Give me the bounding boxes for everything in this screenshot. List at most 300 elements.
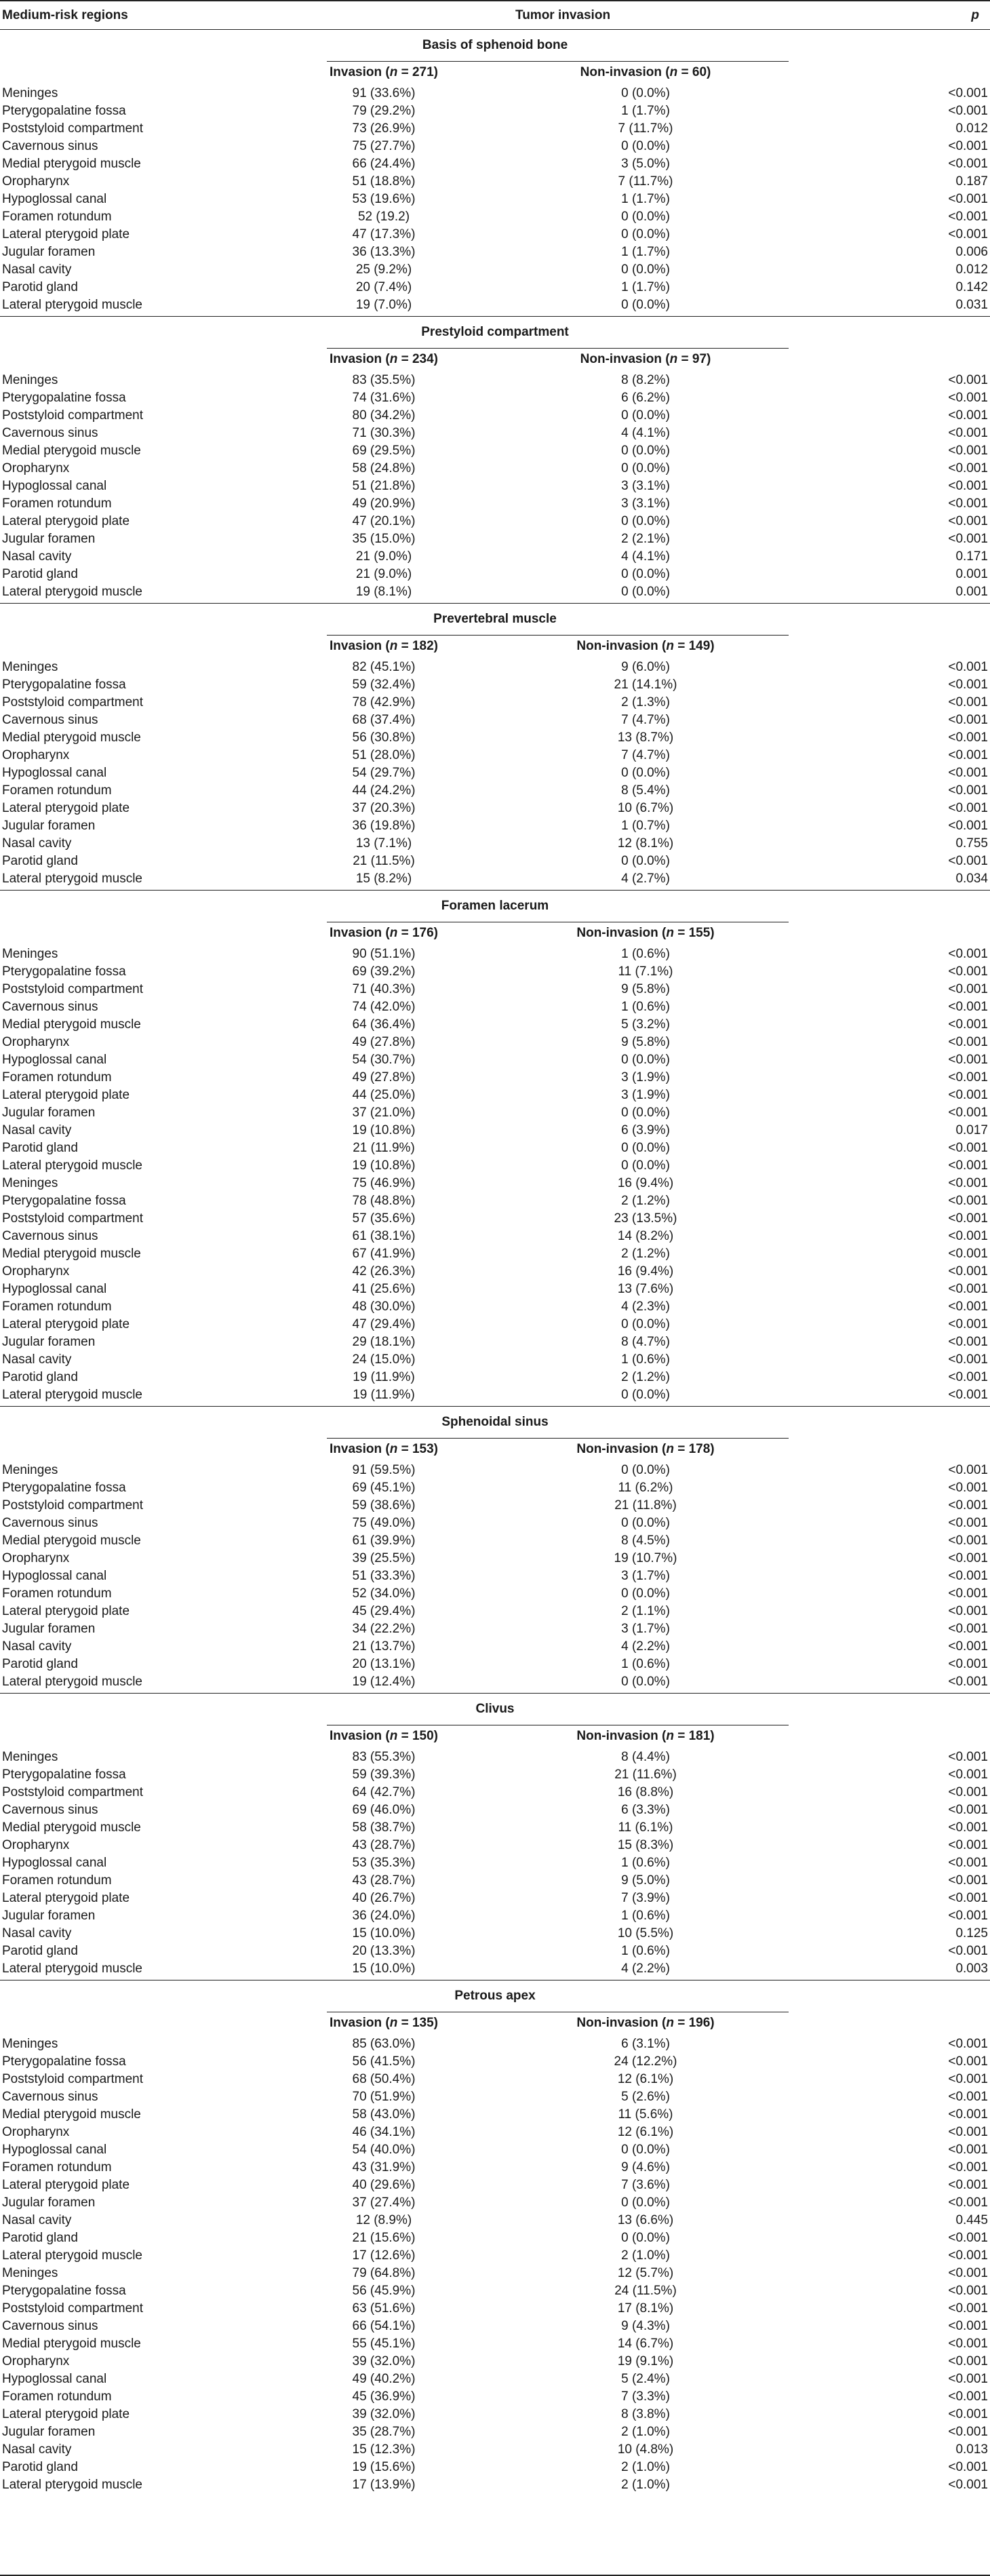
region-name-cell: Cavernous sinus	[2, 1803, 98, 1817]
invasion-value-cell: 64 (36.4%)	[352, 1017, 416, 1032]
section-title: Foramen lacerum	[441, 899, 549, 913]
p-value-cell: <0.001	[948, 1229, 988, 1243]
region-name-cell: Nasal cavity	[2, 2442, 72, 2457]
p-value-cell: <0.001	[948, 2072, 988, 2086]
invasion-value-cell: 80 (34.2%)	[352, 408, 416, 423]
region-name-cell: Pterygopalatine fossa	[2, 1768, 126, 1782]
table-row	[0, 2353, 990, 2370]
invasion-value-cell: 90 (51.1%)	[352, 947, 416, 961]
region-name-cell: Jugular foramen	[2, 1335, 96, 1349]
non-invasion-value-cell: 7 (4.7%)	[621, 713, 670, 727]
p-value-cell: 0.001	[955, 585, 988, 599]
non-invasion-value-cell: 0 (0.0%)	[621, 514, 670, 528]
p-value-cell: <0.001	[948, 1481, 988, 1495]
non-invasion-value-cell: 5 (2.6%)	[621, 2090, 670, 2104]
table-row	[0, 2335, 990, 2353]
region-name-cell: Cavernous sinus	[2, 1229, 98, 1243]
non-invasion-value-cell: 0 (0.0%)	[621, 444, 670, 458]
invasion-value-cell: 37 (20.3%)	[352, 801, 416, 815]
invasion-value-cell: 79 (64.8%)	[352, 2266, 416, 2280]
non-invasion-value-cell: 6 (3.3%)	[621, 1803, 670, 1817]
invasion-value-cell: 56 (41.5%)	[352, 2054, 416, 2069]
p-value-cell: <0.001	[948, 157, 988, 171]
non-invasion-value-cell: 13 (8.7%)	[617, 730, 674, 745]
non-invasion-value-cell: 0 (0.0%)	[621, 227, 670, 241]
region-name-cell: Parotid gland	[2, 567, 78, 581]
invasion-label: Invasion (	[330, 65, 390, 79]
non-invasion-group-header	[502, 352, 789, 367]
non-invasion-value-cell: 17 (8.1%)	[617, 2301, 674, 2316]
region-name-cell: Cavernous sinus	[2, 1000, 98, 1014]
p-value-cell: <0.001	[948, 2319, 988, 2333]
region-name-cell: Lateral pterygoid muscle	[2, 872, 142, 886]
table-row	[0, 120, 990, 138]
non-invasion-value-cell: 3 (1.7%)	[621, 1569, 670, 1583]
region-name-cell: Hypoglossal canal	[2, 1569, 107, 1583]
table-row	[0, 2229, 990, 2247]
invasion-value-cell: 66 (24.4%)	[352, 157, 416, 171]
non-invasion-value-cell: 7 (3.6%)	[621, 2178, 670, 2192]
table-row	[0, 1333, 990, 1351]
p-value-cell: 0.001	[955, 567, 988, 581]
invasion-group-header	[327, 1729, 441, 1744]
table-row	[0, 2282, 990, 2300]
invasion-count: = 234)	[397, 352, 438, 366]
p-value-cell: 0.031	[955, 298, 988, 312]
p-value-cell: <0.001	[948, 532, 988, 546]
p-value-cell: <0.001	[948, 496, 988, 511]
table-row	[0, 1784, 990, 1801]
region-name-cell: Medial pterygoid muscle	[2, 1247, 141, 1261]
invasion-count: = 135)	[397, 2016, 438, 2030]
region-name-cell: Oropharynx	[2, 2354, 70, 2368]
table-row	[0, 945, 990, 963]
table-row	[0, 694, 990, 711]
invasion-value-cell: 19 (12.4%)	[352, 1675, 416, 1689]
region-name-cell: Meninges	[2, 2266, 58, 2280]
table-row	[0, 477, 990, 495]
table-row	[0, 1532, 990, 1550]
n-symbol: n	[389, 1729, 398, 1743]
non-invasion-value-cell: 11 (6.2%)	[618, 1481, 673, 1495]
region-name-cell: Lateral pterygoid muscle	[2, 1388, 142, 1402]
invasion-value-cell: 35 (15.0%)	[352, 532, 416, 546]
invasion-count: = 271)	[397, 65, 438, 79]
non-invasion-value-cell: 0 (0.0%)	[621, 1388, 670, 1402]
invasion-value-cell: 19 (10.8%)	[352, 1158, 416, 1173]
non-invasion-value-cell: 6 (3.9%)	[621, 1123, 670, 1137]
table-row	[0, 1567, 990, 1585]
region-name-cell: Oropharynx	[2, 748, 70, 762]
non-invasion-label: Non-invasion (	[580, 65, 670, 79]
p-value-cell: <0.001	[948, 373, 988, 387]
p-value-cell: 0.013	[955, 2442, 988, 2457]
non-invasion-value-cell: 11 (5.6%)	[618, 2107, 673, 2122]
p-value-cell: <0.001	[948, 1639, 988, 1654]
region-name-cell: Medial pterygoid muscle	[2, 1820, 141, 1835]
p-value-cell: <0.001	[948, 1158, 988, 1173]
non-invasion-value-cell: 2 (1.3%)	[621, 695, 670, 709]
region-name-cell: Lateral pterygoid plate	[2, 1604, 130, 1618]
section-rows	[0, 368, 990, 604]
p-value-cell: <0.001	[948, 783, 988, 798]
non-invasion-value-cell: 11 (6.1%)	[618, 1820, 673, 1835]
p-value-cell: <0.001	[948, 2372, 988, 2386]
invasion-value-cell: 15 (10.0%)	[352, 1926, 416, 1940]
table-row	[0, 548, 990, 566]
table-section	[0, 317, 990, 604]
invasion-value-cell: 41 (25.6%)	[352, 1282, 416, 1296]
non-invasion-value-cell: 19 (9.1%)	[617, 2354, 674, 2368]
table-row	[0, 1245, 990, 1263]
table-row	[0, 226, 990, 243]
section-title: Petrous apex	[454, 1989, 536, 2003]
region-name-cell: Pterygopalatine fossa	[2, 1194, 126, 1208]
table-row	[0, 1087, 990, 1104]
p-value-cell: <0.001	[948, 1873, 988, 1888]
region-name-cell: Parotid gland	[2, 854, 78, 868]
non-invasion-value-cell: 2 (1.0%)	[621, 2425, 670, 2439]
group-underline	[327, 635, 789, 636]
non-invasion-group-header	[502, 1442, 789, 1457]
invasion-value-cell: 75 (49.0%)	[352, 1516, 416, 1530]
invasion-value-cell: 55 (45.1%)	[352, 2337, 416, 2351]
n-symbol: n	[666, 639, 674, 653]
invasion-value-cell: 43 (28.7%)	[352, 1838, 416, 1852]
table-row	[0, 1656, 990, 1673]
p-value-cell: <0.001	[948, 1551, 988, 1565]
table-row	[0, 191, 990, 208]
p-value-cell: <0.001	[948, 444, 988, 458]
section-title: Prevertebral muscle	[433, 612, 557, 626]
p-value-cell: <0.001	[948, 461, 988, 475]
table-row	[0, 243, 990, 261]
non-invasion-label: Non-invasion (	[576, 639, 667, 653]
table-row	[0, 1620, 990, 1638]
invasion-value-cell: 52 (19.2)	[357, 210, 410, 224]
table-row	[0, 1925, 990, 1943]
p-value-cell: <0.001	[948, 479, 988, 493]
non-invasion-value-cell: 3 (1.9%)	[621, 1088, 670, 1102]
invasion-value-cell: 75 (27.7%)	[352, 139, 416, 153]
invasion-value-cell: 75 (46.9%)	[352, 1176, 416, 1190]
region-name-cell: Lateral pterygoid muscle	[2, 298, 142, 312]
table-row	[0, 835, 990, 853]
non-invasion-value-cell: 14 (8.2%)	[617, 1229, 674, 1243]
invasion-value-cell: 40 (29.6%)	[352, 2178, 416, 2192]
invasion-value-cell: 68 (37.4%)	[352, 713, 416, 727]
table-row	[0, 2247, 990, 2265]
table-row	[0, 513, 990, 530]
table-row	[0, 208, 990, 226]
region-name-cell: Foramen rotundum	[2, 2160, 112, 2174]
non-invasion-value-cell: 0 (0.0%)	[621, 298, 670, 312]
p-value-cell: 0.755	[955, 836, 988, 851]
non-invasion-value-cell: 10 (6.7%)	[617, 801, 674, 815]
invasion-count: = 153)	[397, 1442, 438, 1456]
non-invasion-value-cell: 2 (1.0%)	[621, 2460, 670, 2474]
non-invasion-value-cell: 2 (1.0%)	[621, 2248, 670, 2263]
table-row	[0, 963, 990, 981]
table-row	[0, 1749, 990, 1766]
non-invasion-value-cell: 7 (3.3%)	[621, 2389, 670, 2404]
non-invasion-value-cell: 12 (6.1%)	[617, 2072, 674, 2086]
invasion-value-cell: 51 (18.8%)	[352, 174, 416, 189]
non-invasion-value-cell: 1 (0.6%)	[621, 947, 670, 961]
p-value-cell: <0.001	[948, 982, 988, 996]
region-name-cell: Cavernous sinus	[2, 2090, 98, 2104]
p-value-cell: <0.001	[948, 1820, 988, 1835]
invasion-value-cell: 78 (42.9%)	[352, 695, 416, 709]
p-value-cell: <0.001	[948, 730, 988, 745]
invasion-value-cell: 59 (32.4%)	[352, 678, 416, 692]
invasion-value-cell: 71 (40.3%)	[352, 982, 416, 996]
non-invasion-value-cell: 0 (0.0%)	[621, 1106, 670, 1120]
p-value-cell: <0.001	[948, 660, 988, 674]
region-name-cell: Meninges	[2, 86, 58, 100]
table-row	[0, 2441, 990, 2459]
region-name-cell: Pterygopalatine fossa	[2, 2284, 126, 2298]
table-row	[0, 2388, 990, 2406]
non-invasion-value-cell: 15 (8.3%)	[617, 1838, 674, 1852]
non-invasion-value-cell: 0 (0.0%)	[621, 1516, 670, 1530]
invasion-value-cell: 46 (34.1%)	[352, 2125, 416, 2139]
p-value-cell: <0.001	[948, 1282, 988, 1296]
table-row	[0, 2088, 990, 2106]
p-value-cell: 0.142	[955, 280, 988, 294]
table-row	[0, 1034, 990, 1051]
table-row	[0, 1316, 990, 1333]
invasion-value-cell: 36 (19.8%)	[352, 819, 416, 833]
non-invasion-value-cell: 13 (6.6%)	[617, 2213, 674, 2227]
section-subheader	[0, 635, 990, 655]
non-invasion-value-cell: 1 (1.7%)	[621, 245, 670, 259]
non-invasion-value-cell: 0 (0.0%)	[621, 766, 670, 780]
region-name-cell: Foramen rotundum	[2, 783, 112, 798]
region-name-cell: Meninges	[2, 373, 58, 387]
region-name-cell: Medial pterygoid muscle	[2, 2337, 141, 2351]
section-rows	[0, 81, 990, 317]
table-row	[0, 173, 990, 191]
region-name-cell: Lateral pterygoid plate	[2, 801, 130, 815]
p-value-cell: <0.001	[948, 2407, 988, 2421]
non-invasion-value-cell: 9 (4.6%)	[621, 2160, 670, 2174]
section-subheader	[0, 348, 990, 368]
non-invasion-value-cell: 3 (1.9%)	[621, 1070, 670, 1085]
p-value-cell: <0.001	[948, 964, 988, 979]
invasion-value-cell: 21 (13.7%)	[352, 1639, 416, 1654]
invasion-value-cell: 35 (28.7%)	[352, 2425, 416, 2439]
invasion-group-header	[327, 639, 441, 654]
non-invasion-count: = 149)	[673, 639, 715, 653]
region-name-cell: Parotid gland	[2, 2231, 78, 2245]
non-invasion-value-cell: 4 (2.2%)	[621, 1639, 670, 1654]
non-invasion-value-cell: 5 (2.4%)	[621, 2372, 670, 2386]
non-invasion-value-cell: 9 (6.0%)	[621, 660, 670, 674]
invasion-value-cell: 57 (35.6%)	[352, 1211, 416, 1226]
non-invasion-value-cell: 7 (3.9%)	[621, 1891, 670, 1905]
non-invasion-value-cell: 14 (6.7%)	[617, 2337, 674, 2351]
non-invasion-value-cell: 23 (13.5%)	[614, 1211, 677, 1226]
non-invasion-value-cell: 12 (8.1%)	[617, 836, 674, 851]
table-section	[0, 30, 990, 317]
region-name-cell: Foramen rotundum	[2, 1070, 112, 1085]
region-name-cell: Oropharynx	[2, 1838, 70, 1852]
invasion-value-cell: 17 (13.9%)	[352, 2478, 416, 2492]
invasion-value-cell: 19 (7.0%)	[355, 298, 412, 312]
p-value-cell: <0.001	[948, 1622, 988, 1636]
p-value-cell: <0.001	[948, 1106, 988, 1120]
invasion-value-cell: 21 (11.9%)	[353, 1141, 415, 1155]
region-name-cell: Nasal cavity	[2, 1926, 72, 1940]
table-row	[0, 261, 990, 279]
invasion-value-cell: 48 (30.0%)	[352, 1300, 416, 1314]
p-value-cell: <0.001	[948, 1785, 988, 1799]
region-name-cell: Meninges	[2, 2037, 58, 2051]
p-value-cell: <0.001	[948, 1035, 988, 1049]
p-value-cell: <0.001	[948, 1909, 988, 1923]
p-value-cell: <0.001	[948, 2460, 988, 2474]
invasion-value-cell: 73 (26.9%)	[352, 121, 416, 136]
p-value-cell: <0.001	[948, 2090, 988, 2104]
region-name-cell: Pterygopalatine fossa	[2, 678, 126, 692]
invasion-value-cell: 49 (40.2%)	[352, 2372, 416, 2386]
region-name-cell: Cavernous sinus	[2, 139, 98, 153]
group-underline	[327, 348, 789, 349]
region-name-cell: Lateral pterygoid plate	[2, 1317, 130, 1331]
table-row	[0, 407, 990, 425]
invasion-value-cell: 58 (43.0%)	[352, 2107, 416, 2122]
invasion-value-cell: 51 (33.3%)	[352, 1569, 416, 1583]
table-row	[0, 1872, 990, 1890]
table-row	[0, 659, 990, 676]
table-row	[0, 1281, 990, 1298]
non-invasion-count: = 60)	[677, 65, 711, 79]
non-invasion-label: Non-invasion (	[576, 1442, 667, 1456]
region-name-cell: Meninges	[2, 947, 58, 961]
table-row	[0, 853, 990, 870]
invasion-value-cell: 13 (7.1%)	[355, 836, 412, 851]
section-rows	[0, 655, 990, 891]
invasion-value-cell: 40 (26.7%)	[352, 1891, 416, 1905]
invasion-value-cell: 24 (15.0%)	[352, 1352, 416, 1367]
table-row	[0, 1479, 990, 1497]
non-invasion-value-cell: 7 (4.7%)	[621, 748, 670, 762]
p-value-cell: <0.001	[948, 695, 988, 709]
table-row	[0, 1801, 990, 1819]
non-invasion-count: = 196)	[673, 2016, 715, 2030]
invasion-group-header	[327, 352, 441, 367]
non-invasion-value-cell: 10 (5.5%)	[617, 1926, 674, 1940]
n-symbol: n	[669, 65, 678, 79]
p-value-cell: <0.001	[948, 192, 988, 206]
invasion-value-cell: 61 (38.1%)	[352, 1229, 416, 1243]
non-invasion-value-cell: 1 (1.7%)	[621, 280, 670, 294]
p-value-cell: <0.001	[948, 1856, 988, 1870]
n-symbol: n	[389, 352, 398, 366]
non-invasion-value-cell: 6 (3.1%)	[621, 2037, 670, 2051]
non-invasion-count: = 97)	[677, 352, 711, 366]
invasion-value-cell: 82 (45.1%)	[352, 660, 416, 674]
region-name-cell: Parotid gland	[2, 1370, 78, 1384]
n-symbol: n	[666, 1729, 674, 1743]
non-invasion-value-cell: 1 (1.7%)	[621, 104, 670, 118]
invasion-value-cell: 42 (26.3%)	[352, 1264, 416, 1279]
p-value-cell: <0.001	[948, 1534, 988, 1548]
section-rows	[0, 1458, 990, 1694]
invasion-value-cell: 49 (27.8%)	[352, 1035, 416, 1049]
table-row	[0, 1638, 990, 1656]
non-invasion-value-cell: 0 (0.0%)	[621, 1463, 670, 1477]
invasion-value-cell: 56 (30.8%)	[352, 730, 416, 745]
p-value-cell: <0.001	[948, 1498, 988, 1513]
table-row	[0, 155, 990, 173]
non-invasion-value-cell: 2 (1.2%)	[621, 1370, 670, 1384]
table-row	[0, 2124, 990, 2141]
region-name-cell: Nasal cavity	[2, 2213, 72, 2227]
table-row	[0, 1462, 990, 1479]
invasion-value-cell: 19 (8.1%)	[355, 585, 412, 599]
region-name-cell: Jugular foramen	[2, 245, 96, 259]
region-name-cell: Medial pterygoid muscle	[2, 730, 141, 745]
table-row	[0, 296, 990, 314]
p-value-cell: <0.001	[948, 1604, 988, 1618]
region-name-cell: Nasal cavity	[2, 836, 72, 851]
invasion-value-cell: 64 (42.7%)	[352, 1785, 416, 1799]
section-subheader	[0, 1438, 990, 1458]
invasion-value-cell: 52 (34.0%)	[352, 1586, 416, 1601]
invasion-value-cell: 66 (54.1%)	[352, 2319, 416, 2333]
p-value-cell: <0.001	[948, 2266, 988, 2280]
p-value-cell: <0.001	[948, 2425, 988, 2439]
p-value-cell: <0.001	[948, 2337, 988, 2351]
non-invasion-value-cell: 13 (7.6%)	[617, 1282, 674, 1296]
non-invasion-group-header	[502, 639, 789, 654]
table-body	[0, 30, 990, 2496]
region-name-cell: Jugular foramen	[2, 1622, 96, 1636]
invasion-label: Invasion (	[330, 1729, 390, 1743]
p-value-cell: <0.001	[948, 2389, 988, 2404]
p-value-cell: <0.001	[948, 1211, 988, 1226]
invasion-value-cell: 45 (29.4%)	[352, 1604, 416, 1618]
p-value-cell: <0.001	[948, 139, 988, 153]
table-row	[0, 2035, 990, 2053]
non-invasion-value-cell: 7 (11.7%)	[618, 174, 673, 189]
table-row	[0, 495, 990, 513]
table-section	[0, 604, 990, 891]
non-invasion-value-cell: 9 (5.8%)	[621, 1035, 670, 1049]
non-invasion-value-cell: 1 (0.6%)	[621, 1657, 670, 1671]
region-name-cell: Nasal cavity	[2, 262, 72, 277]
region-name-cell: Poststyloid compartment	[2, 1211, 144, 1226]
non-invasion-value-cell: 5 (3.2%)	[621, 1017, 670, 1032]
table-row	[0, 2106, 990, 2124]
region-name-cell: Oropharynx	[2, 174, 70, 189]
region-name-cell: Pterygopalatine fossa	[2, 964, 126, 979]
table-section	[0, 1407, 990, 1694]
region-name-cell: Foramen rotundum	[2, 1300, 112, 1314]
invasion-value-cell: 47 (17.3%)	[352, 227, 416, 241]
region-name-cell: Parotid gland	[2, 280, 78, 294]
non-invasion-value-cell: 9 (4.3%)	[621, 2319, 670, 2333]
non-invasion-value-cell: 19 (10.7%)	[614, 1551, 677, 1565]
non-invasion-group-header	[502, 65, 789, 80]
invasion-value-cell: 70 (51.9%)	[352, 2090, 416, 2104]
p-value-cell: <0.001	[948, 104, 988, 118]
p-value-cell: <0.001	[948, 426, 988, 440]
invasion-value-cell: 58 (38.7%)	[352, 1820, 416, 1835]
invasion-value-cell: 91 (33.6%)	[352, 86, 416, 100]
